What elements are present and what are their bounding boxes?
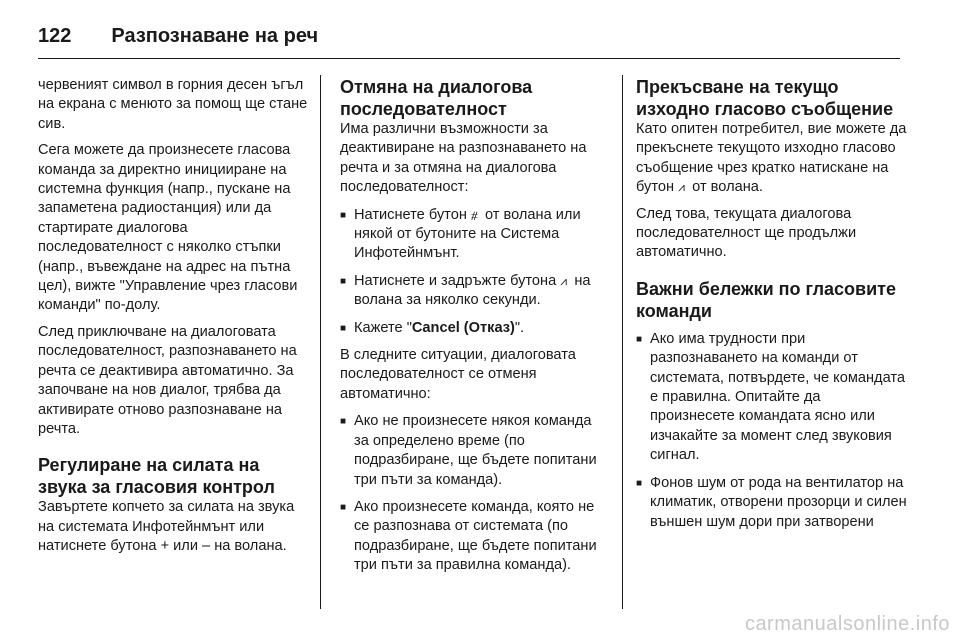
bullet-list: [636, 330, 908, 532]
list-item: ■ Натиснете и задръжте бутона ⩘ на волана за няколко секунди.: [340, 272, 610, 311]
column-divider-1: [320, 75, 321, 609]
page-title: Разпознаване на реч: [111, 24, 319, 47]
paragraph: червеният символ в горния десен ъгъл на екрана с менюто за помощ ще стане сив.: [38, 77, 308, 132]
list-item: ■ Ако произнесете команда, която не се разпознава от системата (по подразбиране, ще бъдете попитани три пъти за правилна команда).: [340, 498, 610, 576]
list-item: ■ Ако има трудности при разпознаването на команди от системата, потвърдете, че командата е правилна. Опитайте да произнесете командата ясно или изчакайте за момент след звуковия сигнал.: [636, 330, 908, 466]
column-2: [340, 76, 610, 584]
section-heading: Отмяна на диалогова последователност: [340, 77, 533, 119]
paragraph: След това, текущата диалогова последователност ще продължи автоматично.: [636, 205, 857, 261]
paragraph: Като опитен потребител, вие можете да прекъснете текущото изходно гласово съобщение чрез кратко натискане на бутон ⩘ от волана.: [636, 120, 908, 198]
paragraph: В следните ситуации, диалоговата последователност се отменя автоматично:: [340, 347, 576, 402]
header-rule: [38, 58, 900, 59]
column-3: [636, 76, 908, 540]
list-item: ■ Натиснете бутон ⧣ от волана или някой от бутоните на Система Инфотейнмънт.: [340, 206, 610, 264]
paragraph: Сега можете да произнесете гласова команда за директно иницииране на системна функция (напр., пускане на запаметена радиостанция) или да стартирате диалогова последователност с няколко стъпки (напр., въвеждане на адрес на пътна цел), вижте "Управление чрез гласови команди" по-долу.: [38, 142, 298, 314]
command-text: Cancel (Отказ): [411, 319, 515, 336]
bullet-list: [340, 412, 610, 575]
section-heading: Прекъсване на текущо изходно гласово съобщение: [636, 77, 894, 119]
voice-icon: ⩘: [678, 180, 685, 195]
section-heading: Важни бележки по гласовите команди: [636, 278, 896, 321]
list-item: ■ Ако не произнесете някоя команда за определено време (по подразбиране, ще бъдете попитани три пъти за команда).: [340, 412, 610, 490]
mute-voice-icon: ⧣: [470, 207, 478, 222]
paragraph: Завъртете копчето за силата на звука на системата Инфотейнмънт или натиснете бутона + или – на волана.: [38, 499, 295, 555]
watermark: carmanualsonline.info: [744, 613, 950, 635]
voice-icon: ⩘: [560, 273, 568, 288]
section-heading: Регулиране на силата на звука за гласовия контрол: [38, 455, 275, 498]
paragraph: Има различни възможности за деактивиране на разпознаването на речта и за отмяна на диалогова последователност:: [340, 121, 587, 196]
page-number: 122: [38, 24, 72, 47]
list-item: ■ Кажете "Cancel (Отказ)".: [340, 319, 610, 338]
list-item: ■ Фонов шум от рода на вентилатор на климатик, отворени прозорци и силен външен шум дори при затворени: [636, 474, 908, 532]
column-1: [38, 76, 308, 564]
paragraph: След приключване на диалоговата последователност, разпознаването на речта се деактивира автоматично. За започване на нов диалог, трябва да активирате отново разпознаване на речта.: [38, 323, 297, 437]
bullet-list: [340, 206, 610, 338]
page-header: [38, 16, 318, 56]
column-divider-2: [622, 75, 623, 609]
